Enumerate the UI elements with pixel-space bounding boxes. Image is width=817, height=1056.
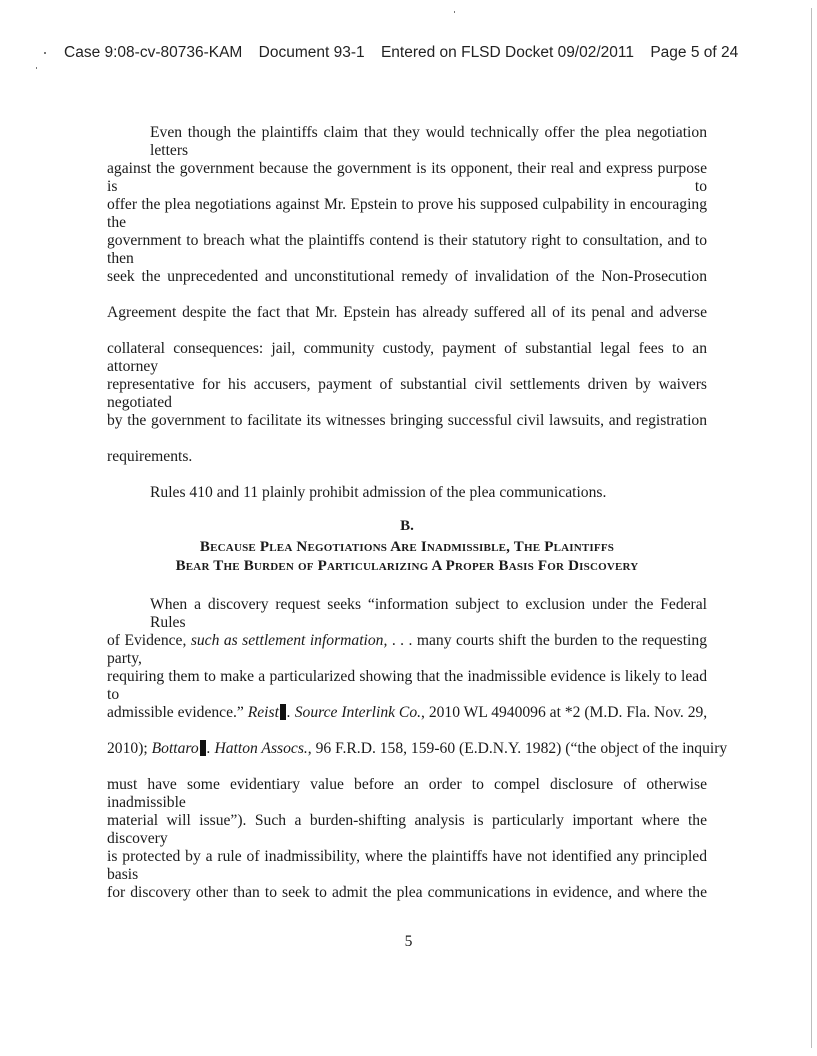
section-title-line-2: Bear The Burden of Particularizing A Proper Basis For Discovery [175, 558, 639, 574]
case-citation: Bottaro [151, 740, 199, 757]
paragraph-line: Agreement despite the fact that Mr. Epstein has already suffered all of its penal and adverse [107, 304, 707, 321]
paragraph-line: requiring them to make a particularized showing that the inadmissible evidence is likely to lead to [107, 668, 707, 703]
paragraph-line: offer the plea negotiations against Mr. Epstein to prove his supposed culpability in encouraging the [107, 196, 707, 231]
scan-edge [811, 8, 812, 1048]
paragraph-line: representative for his accusers, payment of substantial civil settlements driven by waivers negotiated [107, 376, 707, 411]
paragraph-line: seek the unprecedented and unconstitutional remedy of invalidation of the Non-Prosecution [107, 268, 707, 285]
case-citation: . Hatton Assocs. [206, 740, 308, 757]
redaction-mark [200, 740, 206, 756]
section-title-line-1: Because Plea Negotiations Are Inadmissible, The Plaintiffs [199, 539, 615, 555]
paragraph-line: must have some evidentiary value before an order to compel disclosure of otherwise inadmissible [107, 776, 707, 811]
paragraph-line: government to breach what the plaintiffs contend is their statutory right to consultation, and to then [107, 232, 707, 267]
redaction-mark [280, 704, 286, 720]
paragraph-line: 2010); Bottaro . Hatton Assocs., 96 F.R.D. 158, 159-60 (E.D.N.Y. 1982) (“the object of the inquiry [107, 740, 728, 757]
page-number: 5 [404, 933, 413, 950]
section-letter: B. [400, 518, 414, 534]
case-citation: . Source Interlink Co. [286, 704, 422, 721]
paragraph-line: Rules 410 and 11 plainly prohibit admission of the plea communications. [150, 484, 607, 501]
paragraph-line: When a discovery request seeks “information subject to exclusion under the Federal Rules [150, 596, 707, 631]
italic-phrase: such as settlement information, [190, 632, 388, 649]
page-indicator: Page 5 of 24 [650, 44, 739, 61]
paragraph-line: against the government because the government is its opponent, their real and express purpose is to [107, 160, 707, 195]
case-number: Case 9:08-cv-80736-KAM [64, 44, 243, 61]
paragraph-line: by the government to facilitate its witnesses bringing successful civil lawsuits, and registration [107, 412, 707, 429]
paragraph-line: Even though the plaintiffs claim that they would technically offer the plea negotiation letters [150, 124, 707, 159]
paragraph-line: for discovery other than to seek to admit the plea communications in evidence, and where the [107, 884, 707, 901]
paragraph-line: collateral consequences: jail, community custody, payment of substantial legal fees to an attorney [107, 340, 707, 375]
paragraph-line: requirements. [107, 448, 193, 465]
paragraph-line: material will issue”). Such a burden-shifting analysis is particularly important where the discovery [107, 812, 707, 847]
paragraph-line: is protected by a rule of inadmissibility, where the plaintiffs have not identified any principled basis [107, 848, 707, 883]
paragraph-line: of Evidence, such as settlement information, . . . many courts shift the burden to the requesting party, [107, 632, 707, 667]
docket-header [64, 44, 738, 62]
document-number: Document 93-1 [258, 44, 365, 61]
case-citation: Reist [247, 704, 279, 721]
paragraph-line: admissible evidence.” Reist . Source Interlink Co., 2010 WL 4940096 at *2 (M.D. Fla. Nov. 29, [107, 704, 708, 721]
scan-speck [36, 67, 37, 69]
docket-entry: Entered on FLSD Docket 09/02/2011 [380, 44, 634, 61]
scan-speck [44, 52, 46, 54]
scan-speck [454, 11, 455, 13]
